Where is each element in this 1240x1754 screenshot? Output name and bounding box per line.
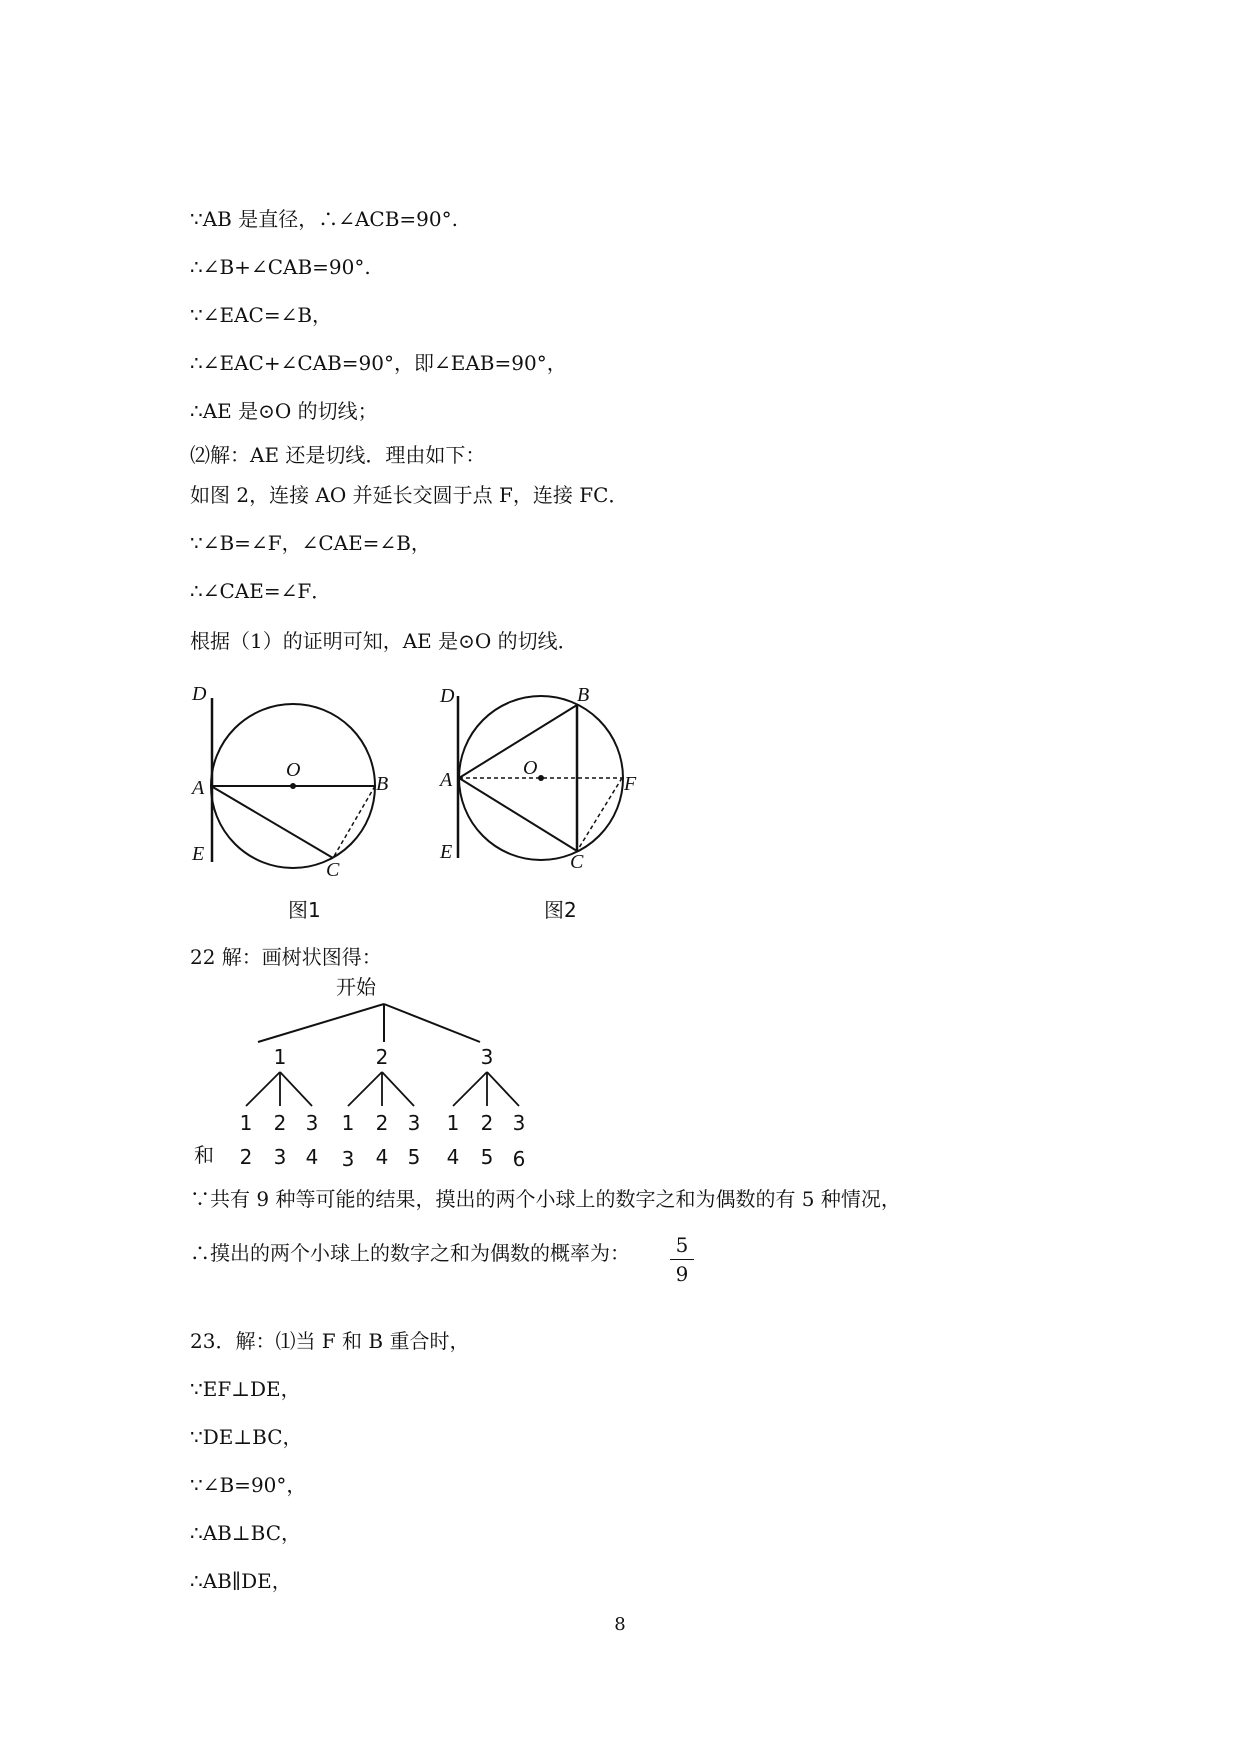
tree-sum-label: 和 xyxy=(194,1143,214,1167)
tree-sum: 5 xyxy=(480,1145,494,1169)
proof2-line-2: 如图 2，连接 AO 并延长交圆于点 F，连接 FC． xyxy=(190,483,629,507)
q23-line-6: ∴AB∥DE， xyxy=(190,1569,292,1593)
fig1-label-b: B xyxy=(376,773,389,795)
proof2-line-1: ⑵解：AE 还是切线．理由如下： xyxy=(190,443,486,467)
fig2-label-a: A xyxy=(440,769,453,791)
tree-l2-node: 2 xyxy=(375,1111,389,1135)
tree-sum: 4 xyxy=(305,1145,319,1169)
fig1-label-a: A xyxy=(192,777,205,799)
tree-sum: 6 xyxy=(512,1147,526,1171)
proof1-line-4: ∴∠EAC+∠CAB=90°，即∠EAB=90°， xyxy=(190,351,567,375)
q22-fraction xyxy=(670,1232,694,1287)
fig2-label-c: C xyxy=(570,851,584,872)
tree-l1-node: 2 xyxy=(375,1045,389,1069)
fraction-bar xyxy=(670,1259,694,1260)
proof1-line-3: ∵∠EAC=∠B， xyxy=(190,303,333,327)
fraction-denominator: 9 xyxy=(675,1262,689,1286)
tree-root: 开始 xyxy=(336,975,376,999)
tree-l1-node: 1 xyxy=(273,1045,287,1069)
fig2-label-o: O xyxy=(523,757,538,779)
tree-sum: 2 xyxy=(239,1145,253,1169)
fig1-label-o: O xyxy=(286,759,301,781)
tree-l2-node: 2 xyxy=(480,1111,494,1135)
tree-diagram xyxy=(180,972,560,1172)
fig1-caption: 图1 xyxy=(288,898,321,922)
proof2-line-3: ∵∠B=∠F，∠CAE=∠B， xyxy=(190,531,431,555)
figure-2 xyxy=(430,672,650,872)
proof2-line-4: ∴∠CAE=∠F． xyxy=(190,579,332,603)
q23-line-1: 23．解：⑴当 F 和 B 重合时， xyxy=(190,1329,470,1353)
tree-l2-node: 1 xyxy=(341,1111,355,1135)
q23-line-4: ∵∠B=90°， xyxy=(190,1473,307,1497)
fig1-label-c: C xyxy=(326,859,340,880)
fig2-label-e: E xyxy=(440,841,453,863)
fig2-label-f: F xyxy=(624,773,637,795)
tree-sum: 3 xyxy=(273,1145,287,1169)
proof2-line-5: 根据（1）的证明可知，AE 是⊙O 的切线． xyxy=(190,629,578,653)
figure-1 xyxy=(186,680,406,880)
q23-line-5: ∴AB⊥BC， xyxy=(190,1521,302,1545)
tree-l1-node: 3 xyxy=(480,1045,494,1069)
page-number: 8 xyxy=(614,1614,626,1635)
q23-line-2: ∵EF⊥DE， xyxy=(190,1377,301,1401)
tree-l2-node: 3 xyxy=(512,1111,526,1135)
fig1-label-d: D xyxy=(192,683,207,705)
tree-l2-node: 2 xyxy=(273,1111,287,1135)
fraction-numerator: 5 xyxy=(675,1233,689,1257)
proof1-line-1: ∵AB 是直径，∴∠ACB=90°. xyxy=(190,207,458,231)
tree-sum: 5 xyxy=(407,1145,421,1169)
tree-l2-node: 1 xyxy=(239,1111,253,1135)
fig1-label-e: E xyxy=(192,843,205,865)
tree-sum: 4 xyxy=(375,1145,389,1169)
q22-heading: 22 解：画树状图得： xyxy=(190,945,382,969)
fig2-caption: 图2 xyxy=(544,898,577,922)
proof1-line-2: ∴∠B+∠CAB=90°. xyxy=(190,255,371,279)
q22-line-1: ∵共有 9 种等可能的结果，摸出的两个小球上的数字之和为偶数的有 5 种情况， xyxy=(190,1187,901,1211)
proof1-line-5: ∴AE 是⊙O 的切线； xyxy=(190,399,378,423)
q22-line-2: ∴摸出的两个小球上的数字之和为偶数的概率为： xyxy=(190,1241,630,1265)
tree-sum: 3 xyxy=(341,1147,355,1171)
tree-sum: 4 xyxy=(446,1145,460,1169)
fig2-label-b: B xyxy=(577,684,590,706)
tree-l2-node: 3 xyxy=(407,1111,421,1135)
fig2-label-d: D xyxy=(440,685,455,707)
q23-line-3: ∵DE⊥BC， xyxy=(190,1425,303,1449)
tree-l2-node: 3 xyxy=(305,1111,319,1135)
tree-l2-node: 1 xyxy=(446,1111,460,1135)
